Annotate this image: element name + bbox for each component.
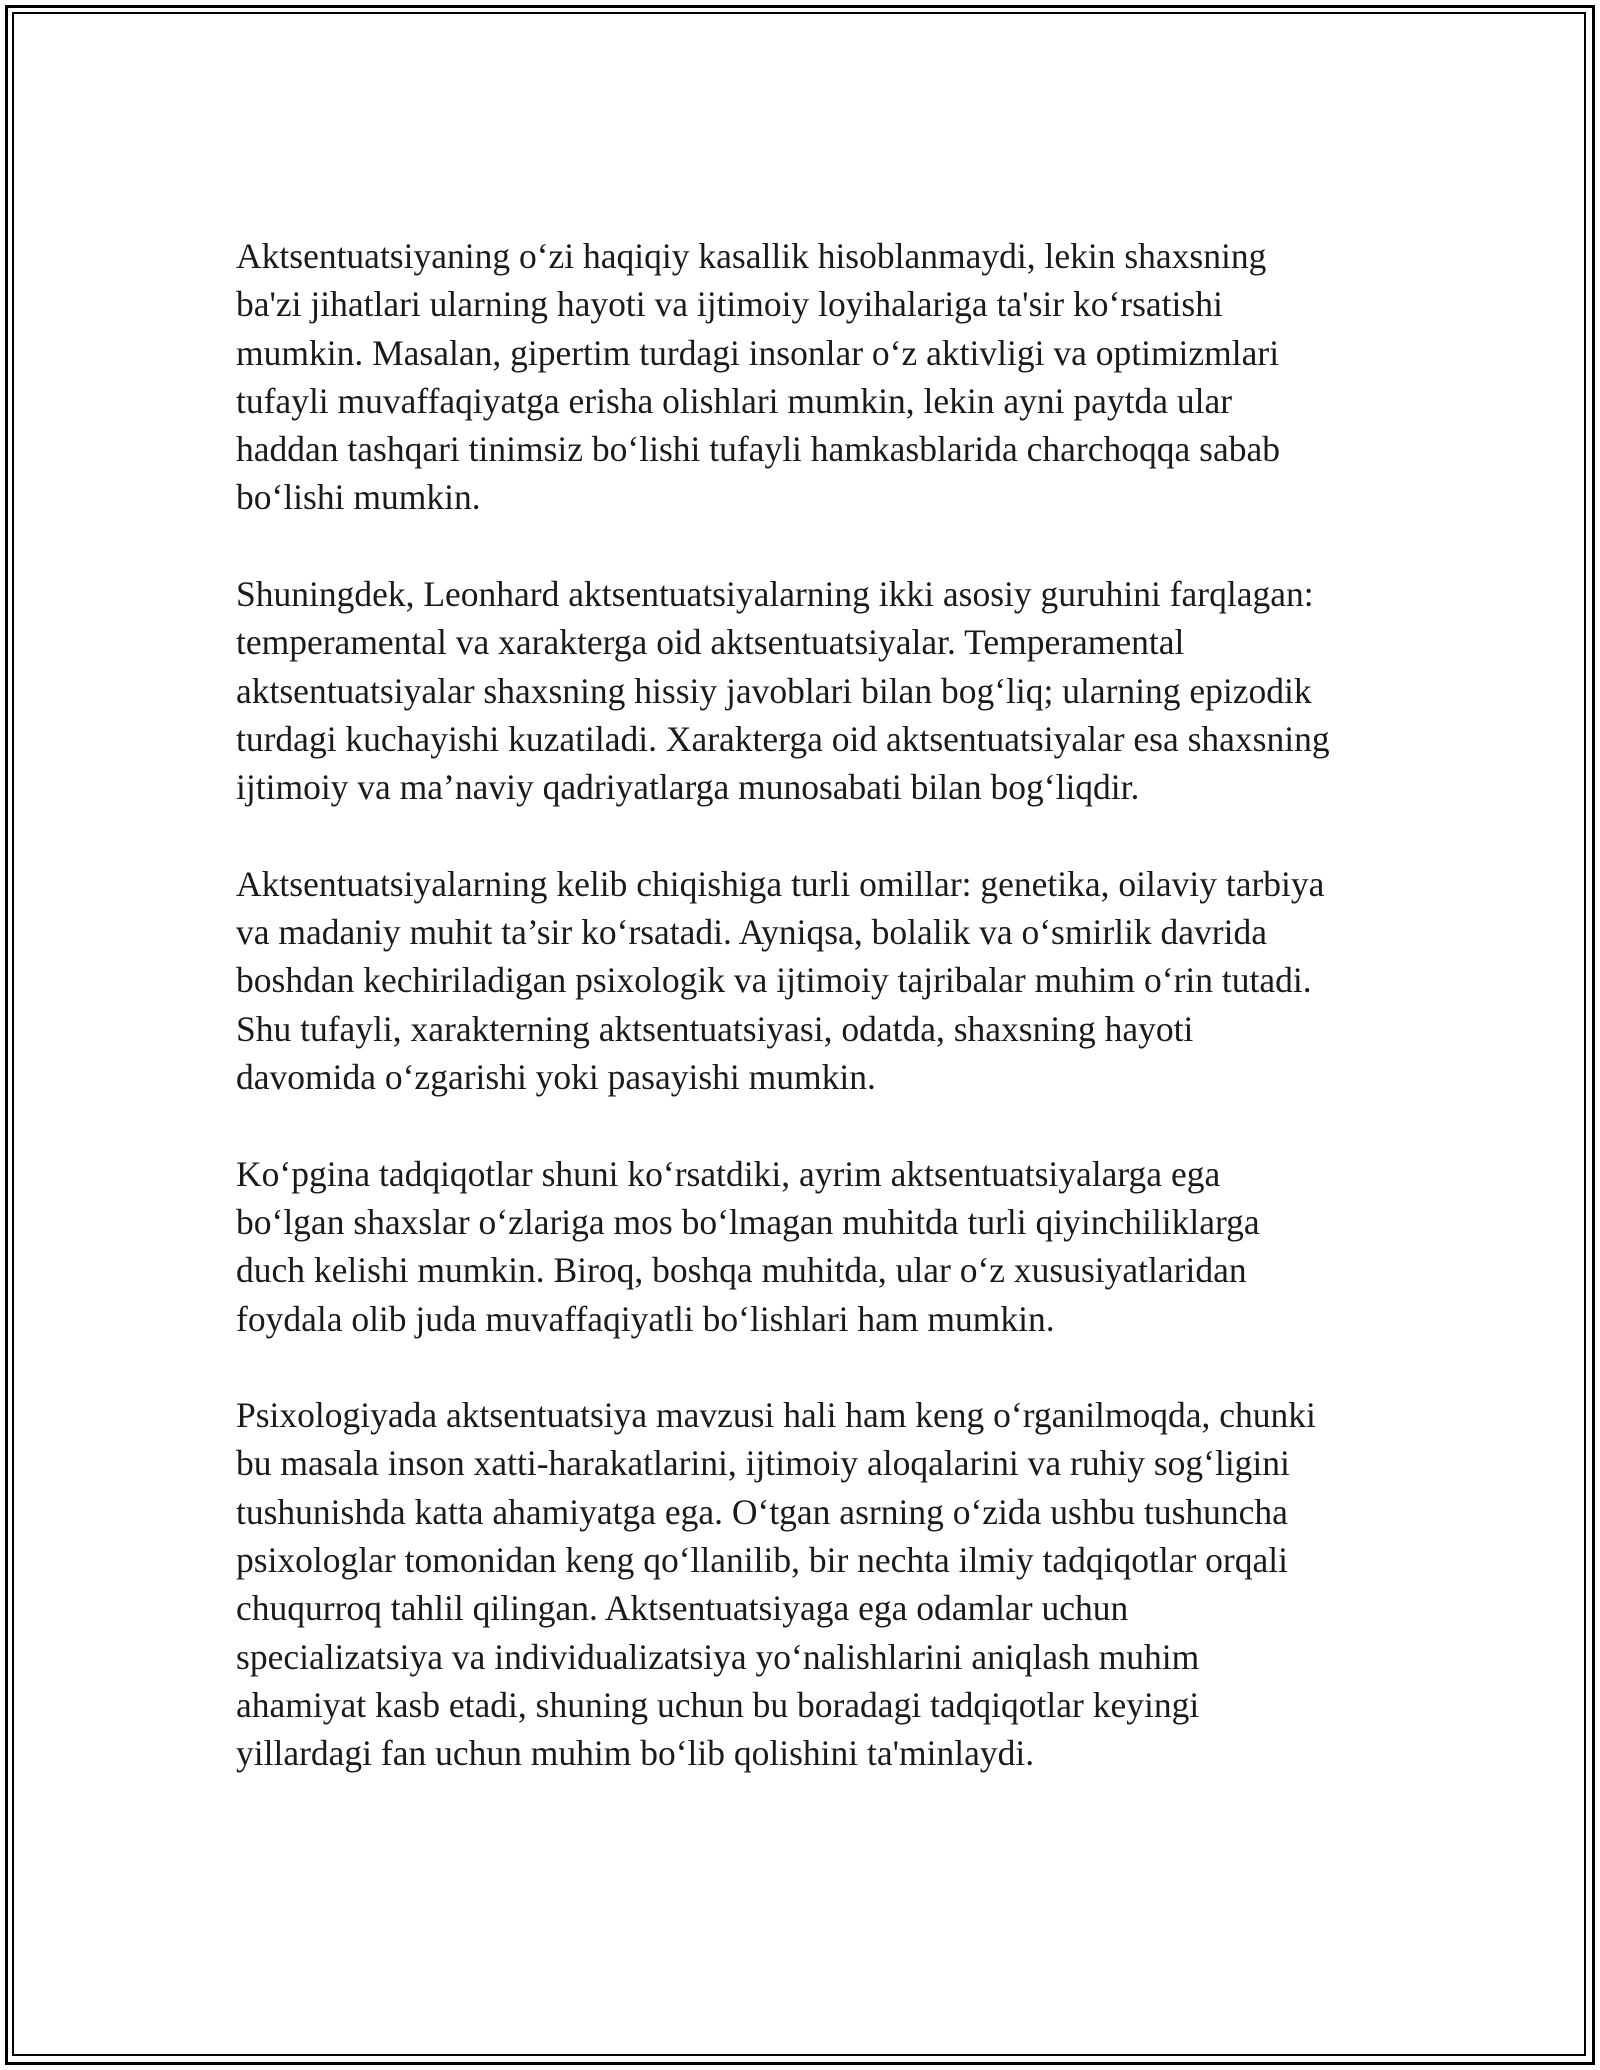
paragraph-3 [236, 860, 1386, 1101]
text-line: Aktsentuatsiyalarning kelib chiqishiga turli omillar: genetika, oilaviy tarbiya [236, 863, 1325, 904]
paragraph-2 [236, 570, 1386, 811]
text-line: psixologlar tomonidan keng qo‘llanilib, bir nechta ilmiy tadqiqotlar orqali [236, 1540, 1288, 1581]
text-line: ahamiyat kasb etadi, shuning uchun bu boradagi tadqiqotlar keyingi [236, 1684, 1200, 1725]
text-line: Psixologiyada aktsentuatsiya mavzusi hali ham keng o‘rganilmoqda, chunki [236, 1395, 1316, 1436]
text-line: ba'zi jihatlari ularning hayoti va ijtimoiy loyihalariga ta'sir ko‘rsatishi [236, 284, 1223, 325]
text-line: bo‘lishi mumkin. [236, 477, 481, 518]
text-line: Aktsentuatsiyaning o‘zi haqiqiy kasallik hisoblanmaydi, lekin shaxsning [236, 236, 1267, 276]
text-line: yillardagi fan uchun muhim bo‘lib qolishini ta'minlaydi. [236, 1733, 1035, 1774]
text-line: temperamental va xarakterga oid aktsentuatsiyalar. Temperamental [236, 622, 1185, 663]
text-line: ijtimoiy va ma’naviy qadriyatlarga munosabati bilan bog‘liqdir. [236, 767, 1140, 808]
text-line: bu masala inson xatti-harakatlarini, ijtimoiy aloqalarini va ruhiy sog‘ligini [236, 1443, 1290, 1484]
text-line: bo‘lgan shaxslar o‘zlariga mos bo‘lmagan muhitda turli qiyinchiliklarga [236, 1201, 1260, 1242]
text-line: specializatsiya va individualizatsiya yo‘nalishlarini aniqlash muhim [236, 1636, 1200, 1677]
text-line: turdagi kuchayishi kuzatiladi. Xarakterga oid aktsentuatsiyalar esa shaxsning [236, 718, 1330, 759]
text-line: foydala olib juda muvaffaqiyatli bo‘lishlari ham mumkin. [236, 1298, 1055, 1339]
text-line: mumkin. Masalan, gipertim turdagi insonlar o‘z aktivligi va optimizmlari [236, 332, 1280, 373]
text-line: tushunishda katta ahamiyatga ega. O‘tgan asrning o‘zida ushbu tushuncha [236, 1491, 1288, 1532]
text-line: Shuningdek, Leonhard aktsentuatsiyalarning ikki asosiy guruhini farqlagan: [236, 574, 1314, 615]
paragraph-4 [236, 1150, 1386, 1343]
text-line: davomida o‘zgarishi yoki pasayishi mumkin. [236, 1057, 876, 1098]
text-line: boshdan kechiriladigan psixologik va ijtimoiy tajribalar muhim o‘rin tutadi. [236, 960, 1312, 1001]
paragraph-5 [236, 1391, 1386, 1777]
text-line: chuqurroq tahlil qilingan. Aktsentuatsiyaga ega odamlar uchun [236, 1588, 1129, 1629]
text-line: duch kelishi mumkin. Biroq, boshqa muhitda, ular o‘z xususiyatlaridan [236, 1250, 1247, 1291]
text-line: tufayli muvaffaqiyatga erisha olishlari mumkin, lekin ayni paytda ular [236, 380, 1233, 421]
text-line: va madaniy muhit ta’sir ko‘rsatadi. Ayniqsa, bolalik va o‘smirlik davrida [236, 912, 1267, 953]
paragraph-1 [236, 232, 1386, 522]
text-line: haddan tashqari tinimsiz bo‘lishi tufayli hamkasblarida charchoqqa sabab [236, 429, 1280, 470]
text-line: Shu tufayli, xarakterning aktsentuatsiyasi, odatda, shaxsning hayoti [236, 1008, 1194, 1049]
text-line: aktsentuatsiyalar shaxsning hissiy javoblari bilan bog‘liq; ularning epizodik [236, 670, 1312, 711]
text-line: Ko‘pgina tadqiqotlar shuni ko‘rsatdiki, ayrim aktsentuatsiyalarga ega [236, 1153, 1221, 1194]
document-body [236, 232, 1386, 1778]
